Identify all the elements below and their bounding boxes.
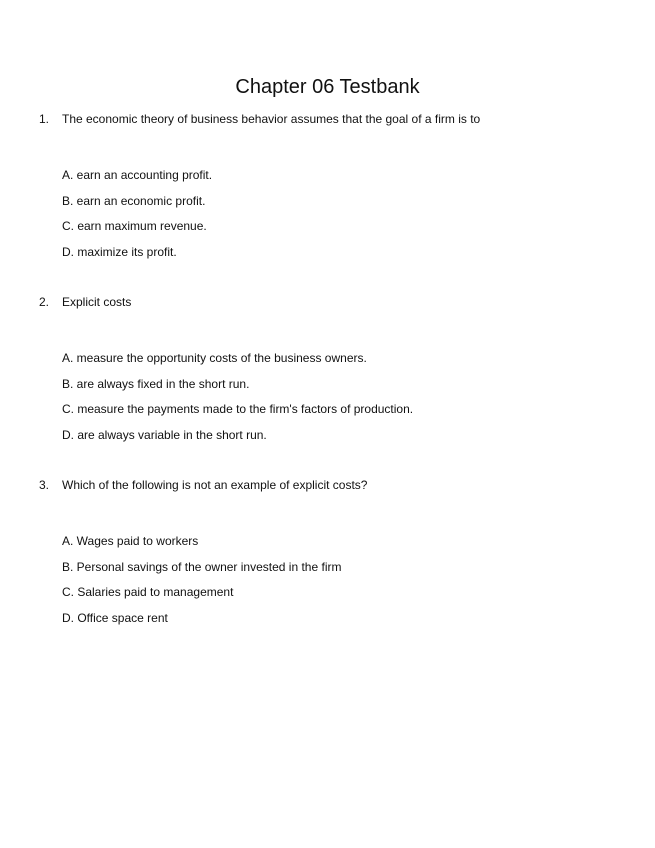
answer-option-d: D. maximize its profit. xyxy=(62,244,177,259)
answer-option-c: C. measure the payments made to the firm's factors of production. xyxy=(62,402,414,417)
answer-option-c: C. earn maximum revenue. xyxy=(62,219,207,234)
answer-options xyxy=(62,349,413,451)
answer-option-d: D. Office space rent xyxy=(62,610,168,625)
answer-option-a: A. measure the opportunity costs of the business owners. xyxy=(62,351,367,365)
question-text: Explicit costs xyxy=(62,295,132,309)
question-number: 2. xyxy=(39,295,50,309)
question-text: The economic theory of business behavior assumes that the goal of a firm is to xyxy=(62,112,481,126)
answer-option-b: B. are always fixed in the short run. xyxy=(62,376,250,391)
answer-option-b: B. earn an economic profit. xyxy=(62,193,206,208)
question-stem xyxy=(0,476,655,494)
answer-option-a: A. earn an accounting profit. xyxy=(62,168,213,182)
question-stem xyxy=(0,110,655,128)
answer-options xyxy=(62,166,212,268)
question-number: 3. xyxy=(39,478,50,492)
question-number: 1. xyxy=(39,112,50,126)
question-stem xyxy=(0,293,655,311)
answer-option-d: D. are always variable in the short run. xyxy=(62,427,267,442)
answer-options xyxy=(62,532,341,634)
answer-option-b: B. Personal savings of the owner invested in the firm xyxy=(62,559,342,574)
answer-option-c: C. Salaries paid to management xyxy=(62,585,234,600)
page-title: Chapter 06 Testbank xyxy=(235,76,420,98)
answer-option-a: A. Wages paid to workers xyxy=(62,534,199,548)
question-text: Which of the following is not an example of explicit costs? xyxy=(62,478,368,492)
